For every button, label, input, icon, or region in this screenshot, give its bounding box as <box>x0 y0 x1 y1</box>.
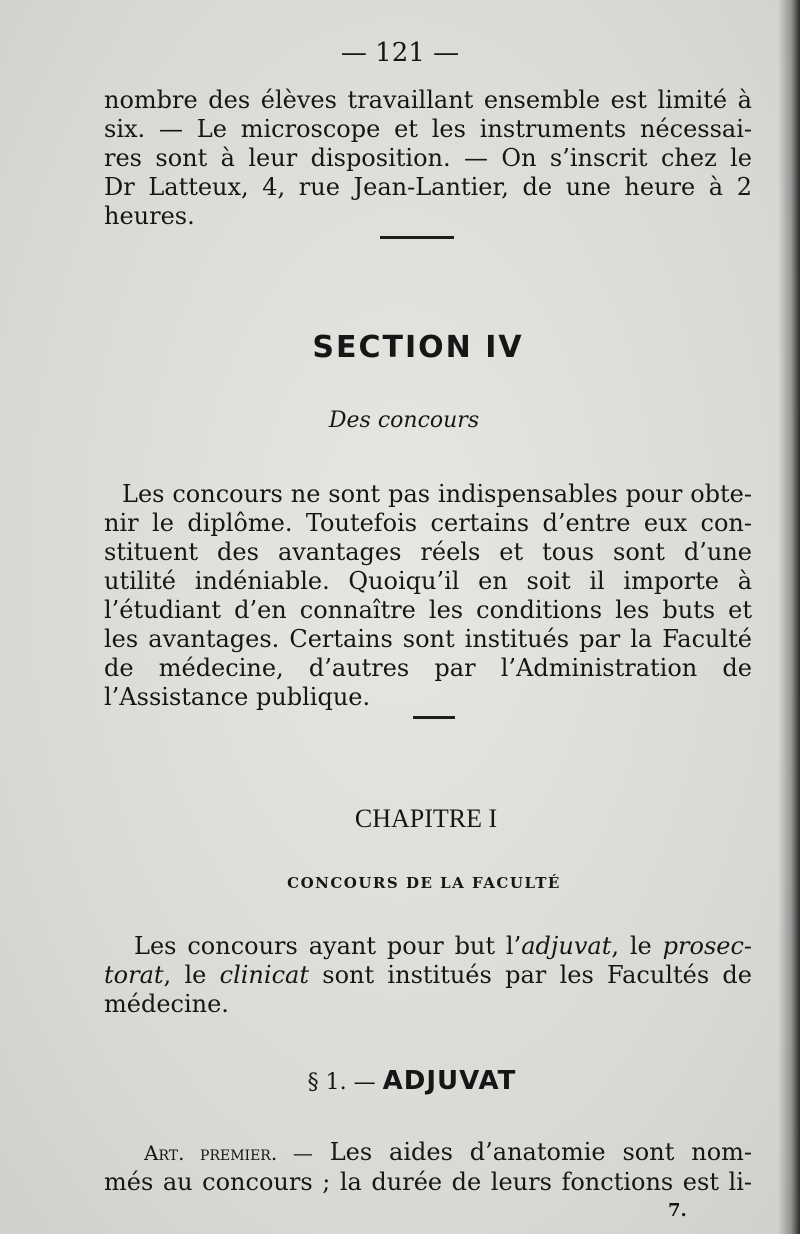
paragraph-line: de médecine, d’autres par l’Administration de <box>104 654 752 682</box>
paragraph-line: les avantages. Certains sont institués par la Faculté <box>104 625 752 653</box>
intro-line: res sont à leur disposition. — On s’inscrit chez le <box>104 144 752 172</box>
paragraph-line: médecine. <box>104 990 229 1018</box>
paragraph-line: stituent des avantages réels et tous sont d’une <box>104 538 752 566</box>
intro-paragraph <box>104 86 752 231</box>
article-paragraph <box>104 1138 752 1197</box>
chapter-subtitle: CONCOURS DE LA FACULTÉ <box>287 874 561 892</box>
term-adjuvat: adjuvat <box>521 932 612 960</box>
paragraph-line: Les concours ayant pour but l’adjuvat, le prosec- <box>134 932 753 960</box>
signature-mark: 7. <box>668 1200 687 1221</box>
term-clinicat: clinicat <box>219 961 309 989</box>
intro-line: heures. <box>104 202 195 230</box>
paragraph-line: Art. premier. — Les aides d’anatomie sont nom- <box>144 1138 753 1166</box>
term-prosectorat: prosec- <box>662 932 753 960</box>
page-number: — 121 — <box>340 38 460 68</box>
paragraph-line: nir le diplôme. Toutefois certains d’entre eux con- <box>104 509 752 537</box>
chapter-title: CHAPITRE I <box>354 804 498 833</box>
article-label: Art. premier. — <box>144 1141 313 1165</box>
paragraph-line: més au concours ; la durée de leurs fonctions est li- <box>104 1168 752 1196</box>
paragraph-heading: § 1. — ADJUVAT <box>307 1066 517 1096</box>
scan-shadow-edge <box>778 0 800 1234</box>
divider-rule <box>380 236 454 239</box>
paragraph-line: l’Assistance publique. <box>104 683 371 711</box>
paragraph-line: torat, le clinicat sont institués par les Facultés de <box>104 961 752 989</box>
chapter-paragraph <box>104 932 752 1019</box>
paragraph-line: Les concours ne sont pas indispensables pour obte- <box>122 480 752 508</box>
intro-line: nombre des élèves travaillant ensemble est limité à <box>104 86 752 114</box>
section-paragraph <box>104 480 752 712</box>
paragraph-line: l’étudiant d’en connaître les conditions les buts et <box>104 596 752 624</box>
intro-line: six. — Le microscope et les instruments nécessai- <box>104 115 752 143</box>
paragraph-line: utilité indéniable. Quoiqu’il en soit il importe à <box>104 567 752 595</box>
section-subtitle: Des concours <box>328 408 480 433</box>
divider-rule <box>413 716 455 719</box>
section-title: SECTION IV <box>312 330 524 365</box>
intro-line: Dr Latteux, 4, rue Jean-Lantier, de une heure à 2 <box>104 173 752 201</box>
